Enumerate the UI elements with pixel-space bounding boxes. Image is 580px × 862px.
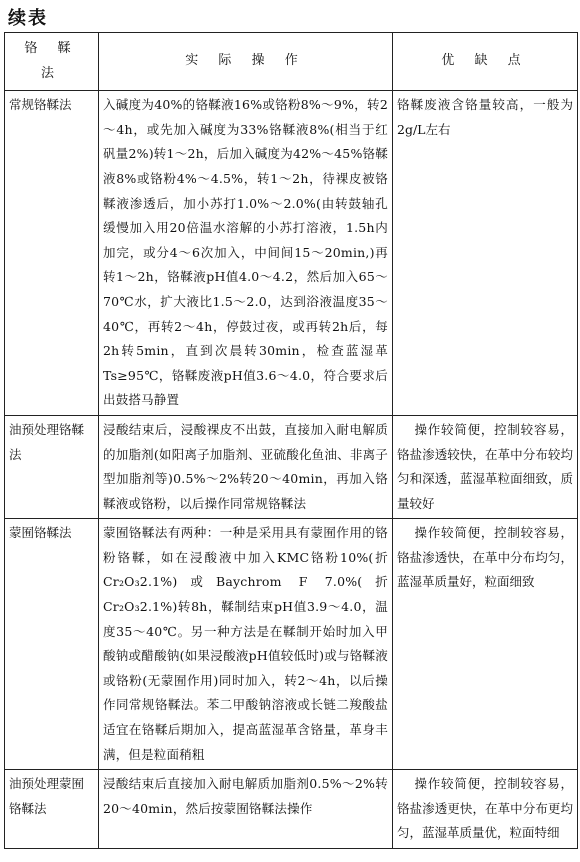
method-cell: 常规铬鞣法	[5, 91, 99, 416]
pros-cons-cell: 操作较简便，控制较容易，铬盐渗透更快，在革中分布更均匀，蓝湿革质量优，粒面特细	[393, 770, 578, 849]
procedure-cell: 浸酸结束后，浸酸裸皮不出鼓，直接加入耐电解质的加脂剂(如阳离子加脂剂、亚硫酸化鱼油、非离子型加脂剂等)0.5%～2%转20～40min，再加入铬鞣液或铬粉，以后操作同常规铬鞣法	[99, 415, 393, 518]
method-cell: 油预处理铬鞣法	[5, 415, 99, 518]
header-pros-cons: 优 缺 点	[393, 33, 578, 91]
procedure-cell: 入碱度为40%的铬鞣液16%或铬粉8%～9%，转2～4h，或先加入碱度为33%铬鞣液8%(相当于红矾量2%)转1～2h，后加入碱度为42%～45%铬鞣液8%或铬粉4%～4.5%，转1～2h，待裸皮被铬鞣液渗透后，加小苏打1.0%～2.0%(由转鼓轴孔缓慢加入用20倍温水溶解的小苏打溶液，1.5h内加完，或分4～6次加入，中间间15～20min,)再转1～2h，铬鞣液pH值4.0～4.2，然后加入65～70℃水，扩大液比1.5～2.0，达到浴液温度35～40℃，再转2～4h，停鼓过夜，或再转2h后，每2h转5min，直到次晨转30min，检查蓝湿革Ts≥95℃，铬鞣废液pH值3.6～4.0，符合要求后出鼓搭马静置	[99, 91, 393, 416]
procedure-cell: 浸酸结束后直接加入耐电解质加脂剂0.5%～2%转20～40min，然后按蒙囿铬鞣法操作	[99, 770, 393, 849]
procedure-cell: 蒙囿铬鞣法有两种：一种是采用具有蒙囿作用的铬粉铬鞣，如在浸酸液中加入KMC铬粉10%(折Cr₂O₃2.1%)或Baychrom F 7.0%(折Cr₂O₃2.1%)转8h，鞣制结束pH值3.9～4.0，温度35～40℃。另一种方法是在鞣制开始时加入甲酸钠或醋酸钠(如果浸酸液pH值较低时)或与铬鞣液或铬粉(无蒙囿作用)同时加入，转2～4h，以后操作同常规铬鞣法。苯二甲酸钠溶液或长链二羧酸盐适宜在铬鞣后期加入，提高蓝湿革含铬量，革身丰满，但是粒面稍粗	[99, 519, 393, 770]
table-row	[5, 519, 578, 770]
pros-cons-cell: 操作较简便，控制较容易，铬盐渗透较快，在革中分布较均匀和深透，蓝湿革粒面细致，质量较好	[393, 415, 578, 518]
header-procedure: 实 际 操 作	[99, 33, 393, 91]
header-method: 铬 鞣 法	[5, 33, 99, 91]
table-header-row	[5, 33, 578, 91]
chrome-tanning-table	[4, 32, 578, 849]
table-row	[5, 91, 578, 416]
page-title: 续表	[8, 8, 48, 29]
table-row	[5, 770, 578, 849]
method-cell: 油预处理蒙囿铬鞣法	[5, 770, 99, 849]
method-cell: 蒙囿铬鞣法	[5, 519, 99, 770]
pros-cons-cell: 操作较简便，控制较容易，铬盐渗透快，在革中分布均匀，蓝湿革质量好，粒面细致	[393, 519, 578, 770]
table-row	[5, 415, 578, 518]
pros-cons-cell: 铬鞣废液含铬量较高，一般为2g/L左右	[393, 91, 578, 416]
